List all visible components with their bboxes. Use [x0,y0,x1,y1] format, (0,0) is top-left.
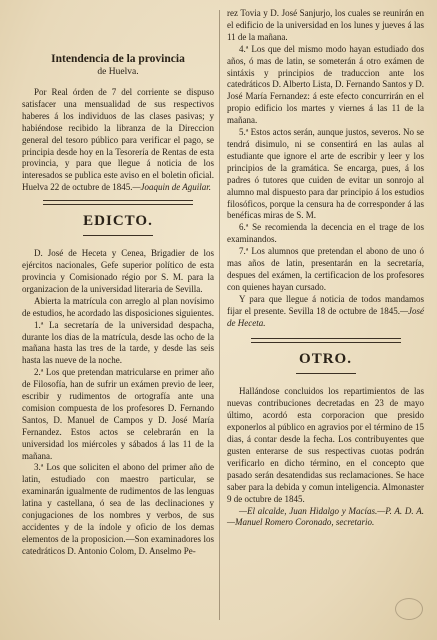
separator-rule [43,200,193,205]
edicto-paragraph: D. José de Heceta y Cenea, Brigadier de los ejércitos nacionales, Gefe superior político de esta provincia y Comisionado régio por S. M. para la organizacion de la universidad literaria de Sevilla. [22,248,214,294]
left-column [22,8,214,558]
edicto-paragraph: 3.ª Los que soliciten el abono del primer año de latin, estudiado con maestro particular, se examinarán igualmente de rudimentos de las lenguas latina y castellana, ó sea de las declinaciones y conjugaciones de los nombres y verbos, de sus accidentes y de la índole y oficio de los demas elementos de la proposicion.—Son examinadores los catedráticos D. Antonio Colom, D. Anselmo Pe- [22,462,214,556]
edicto-paragraph: rez Tovia y D. José Sanjurjo, los cuales se reunirán en el edificio de la universidad en los lunes y jueves á las 11 de la mañana. [227,8,424,42]
notice-body [22,87,214,194]
column-divider [219,10,220,620]
edicto-closing-text: Y para que llegue á noticia de todos mandamos fijar el presente. Sevilla 18 de octubre de 1845. [227,293,424,316]
edicto-paragraph: 1.ª La secretaría de la universidad despacha, durante los dias de la matrícula, desde las ocho de la mañana hasta las tres de la tarde, y desde las seis hasta las nueve de la noche. [22,319,214,366]
edicto-closing [227,294,424,330]
edicto-heading: EDICTO. [83,213,153,230]
edicto-paragraph: Abierta la matrícula con arreglo al plan novísimo de estudios, he acordado las disposiciones siguientes. [22,295,214,318]
otro-body: Hallándose concluidos los repartimientos de las nuevas contribuciones decretadas en 23 de mayo último, acordó esta corporacion que presido exponerlos al público en agravios por el término de 15 dias, á contar desde la fecha. Los contribuyentes que gusten enterarse de sus respectivas cuotas podrán verificarlo en dicho término, en el concepto que pasado serán desatendidas sus reclamaciones. Se hace saber para la debida y comun inteligencia. Almonaster 9 de octubre de 1845. [227,386,424,504]
edicto-paragraph: 7.ª Los alumnos que pretendan el abono de uno ó mas años de latin, presentarán en la secretaría, despues del exámen, la certificacion de los profesores con quienes hayan cursado. [227,246,424,292]
right-column [227,8,424,529]
notice-title: Intendencia de la provincia [51,53,185,65]
notice-signature: —Joaquin de Aguilar. [132,182,212,193]
edicto-paragraph: 2.ª Los que pretendan matricularse en primer año de Filosofía, han de sufrir un exámen previo de leer, escribir y rudimentos de ortografía ante una comision compuesta de los profesores D. Fernando Santos, D. Manuel de Campos y D. José María Fernandez. Estos actos se celebrarán en la universidad los miércoles y sábados á las 11 de la mañana. [22,367,214,461]
edicto-paragraph: 4.ª Los que del mismo modo hayan estudiado dos años, ó mas de latin, se someterán á otro exámen de sintáxis y principios de traduccion ante los catedráticos D. Alberto Lista, D. Fernando Santos y D. José María Fernandez: á este efecto concurrirán en el propio edificio los martes y viernes á las 11 de la mañana. [227,43,424,126]
edicto-signature: —José de Heceta. [227,305,424,328]
separator-rule [251,338,401,343]
edicto-paragraph: 6.ª Se recomienda la decencia en el trage de los examinandos. [227,222,424,245]
separator-rule [296,373,356,374]
notice-text: Por Real órden de 7 del corriente se dispuso satisfacer una mensualidad de sus respectivos haberes á los individuos de las clases pasivas; y habiéndose recibido la libranza de la Direccion general del tesoro público para verificar el pago, se principia desde hoy en la Tesorería de Rentas de esta provincia, y para que llegue á noticia de los interesados se publica este aviso en el boletin oficial. Huelva 22 de octubre de 1845. [22,87,214,193]
notice-subtitle: de Huelva. [97,67,139,77]
separator-rule [83,235,153,236]
edicto-paragraph: 5.ª Estos actos serán, aunque justos, severos. No se tendrá disimulo, ni se consentirá en las aulas al estudiante que ignore el arte de escribir y leer y los principios de la gramática. Se encarga, pues, á los padres ó tutores que cuiden de evitar un sonrojo al alumno mal dispuesto para dar principio á los estudios filosóficos, porque la censura ha de corresponder á las benéficas miras de S. M. [227,127,424,221]
otro-signature: —El alcalde, Juan Hidalgo y Macías.—P. A. D. A.—Manuel Romero Coronado, secretario. [227,505,424,528]
library-stamp [395,598,423,620]
otro-heading: OTRO. [299,351,352,368]
